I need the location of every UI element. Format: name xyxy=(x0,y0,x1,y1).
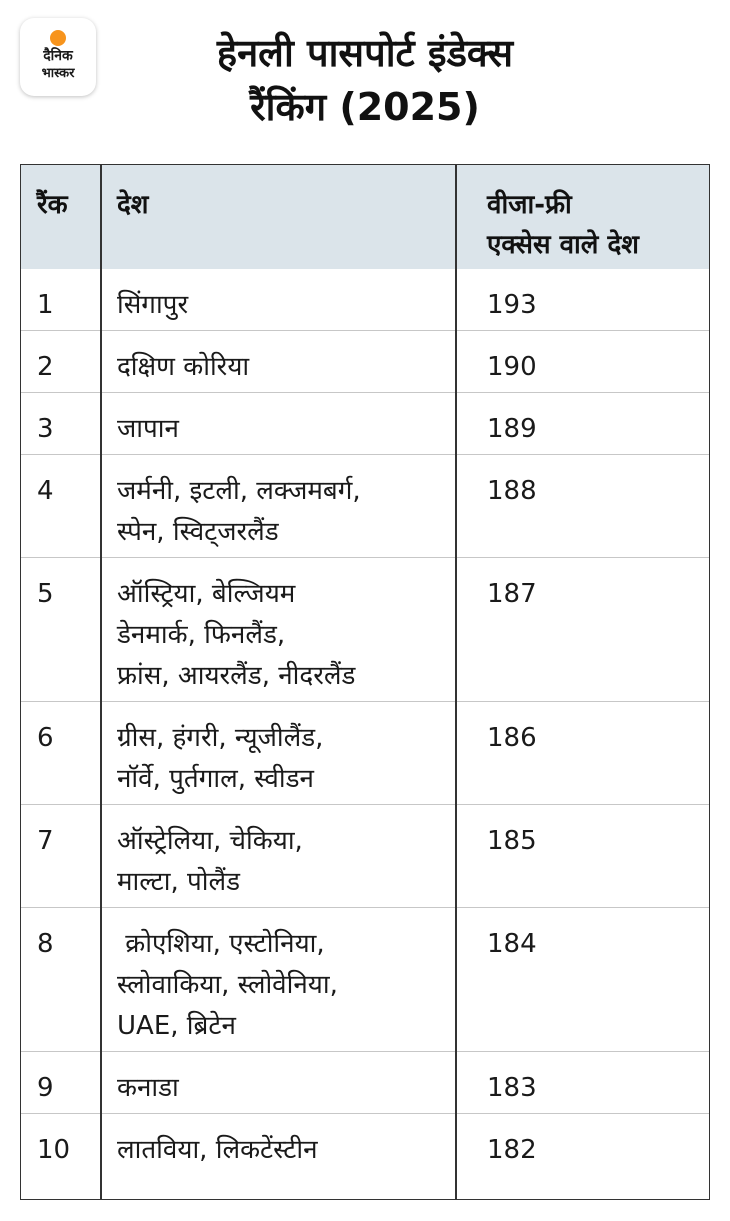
country-line: कनाडा xyxy=(117,1073,179,1103)
sun-icon xyxy=(50,30,66,46)
country-line: नॉर्वे, पुर्तगाल, स्वीडन xyxy=(117,764,314,794)
header-visa-free xyxy=(487,185,639,265)
country-line: ऑस्ट्रिया, बेल्जियम xyxy=(117,579,296,609)
table-row xyxy=(21,1114,709,1198)
visa-free-count-cell: 184 xyxy=(487,929,537,959)
page-title xyxy=(110,26,620,134)
visa-free-count-cell: 182 xyxy=(487,1135,537,1165)
table-row xyxy=(21,805,709,908)
header-visa-line1: वीजा-फ्री xyxy=(487,190,572,220)
country-line: स्पेन, स्विट्जरलैंड xyxy=(117,517,279,547)
logo-text-line2: भास्कर xyxy=(41,66,75,81)
country-cell xyxy=(117,285,447,326)
table-row xyxy=(21,908,709,1052)
visa-free-count-cell: 189 xyxy=(487,414,537,444)
country-line: जर्मनी, इटली, लक्जमबर्ग, xyxy=(117,476,361,506)
column-divider-1 xyxy=(100,165,102,1199)
table-header xyxy=(21,165,709,269)
country-cell xyxy=(117,471,447,553)
country-line: डेनमार्क, फिनलैंड, xyxy=(117,620,286,650)
country-line: क्रोएशिया, एस्टोनिया, xyxy=(117,929,325,959)
title-line1: हेनली पासपोर्ट इंडेक्स xyxy=(216,31,514,75)
header-rank: रैंक xyxy=(37,190,68,220)
country-line: दक्षिण कोरिया xyxy=(117,352,250,382)
country-cell xyxy=(117,821,447,903)
rank-cell: 3 xyxy=(37,414,54,444)
dainik-bhaskar-logo xyxy=(20,18,96,96)
country-cell xyxy=(117,924,447,1047)
country-line: UAE, ब्रिटेन xyxy=(117,1011,236,1041)
visa-free-count-cell: 188 xyxy=(487,476,537,506)
rank-cell: 10 xyxy=(37,1135,71,1165)
header-visa-line2: एक्सेस वाले देश xyxy=(487,230,639,260)
country-line: ग्रीस, हंगरी, न्यूजीलैंड, xyxy=(117,723,324,753)
country-line: फ्रांस, आयरलैंड, नीदरलैंड xyxy=(117,661,356,691)
table-row xyxy=(21,702,709,805)
rank-cell: 6 xyxy=(37,723,54,753)
table-row xyxy=(21,393,709,455)
table-row xyxy=(21,1052,709,1114)
visa-free-count-cell: 186 xyxy=(487,723,537,753)
visa-free-count-cell: 187 xyxy=(487,579,537,609)
title-line2: रैंकिंग (2025) xyxy=(250,85,480,129)
country-cell xyxy=(117,1130,447,1171)
country-cell xyxy=(117,718,447,800)
column-divider-2 xyxy=(455,165,457,1199)
rank-cell: 4 xyxy=(37,476,54,506)
rank-cell: 1 xyxy=(37,290,54,320)
visa-free-count-cell: 190 xyxy=(487,352,537,382)
ranking-table xyxy=(20,164,710,1200)
rank-cell: 2 xyxy=(37,352,54,382)
country-line: सिंगापुर xyxy=(117,290,189,320)
rank-cell: 9 xyxy=(37,1073,54,1103)
visa-free-count-cell: 183 xyxy=(487,1073,537,1103)
country-line: ऑस्ट्रेलिया, चेकिया, xyxy=(117,826,303,856)
country-line: माल्टा, पोलैंड xyxy=(117,867,241,897)
table-row xyxy=(21,331,709,393)
rank-cell: 7 xyxy=(37,826,54,856)
country-line: जापान xyxy=(117,414,179,444)
visa-free-count-cell: 193 xyxy=(487,290,537,320)
header-country: देश xyxy=(117,190,149,220)
country-cell xyxy=(117,409,447,450)
country-cell xyxy=(117,347,447,388)
rank-cell: 8 xyxy=(37,929,54,959)
country-line: स्लोवाकिया, स्लोवेनिया, xyxy=(117,970,338,1000)
table-row xyxy=(21,558,709,702)
country-cell xyxy=(117,574,447,697)
logo-text-line1: दैनिक xyxy=(43,48,73,64)
table-row xyxy=(21,269,709,331)
visa-free-count-cell: 185 xyxy=(487,826,537,856)
table-row xyxy=(21,455,709,558)
country-line: लातविया, लिकटेंस्टीन xyxy=(117,1135,318,1165)
country-cell xyxy=(117,1068,447,1109)
rank-cell: 5 xyxy=(37,579,54,609)
